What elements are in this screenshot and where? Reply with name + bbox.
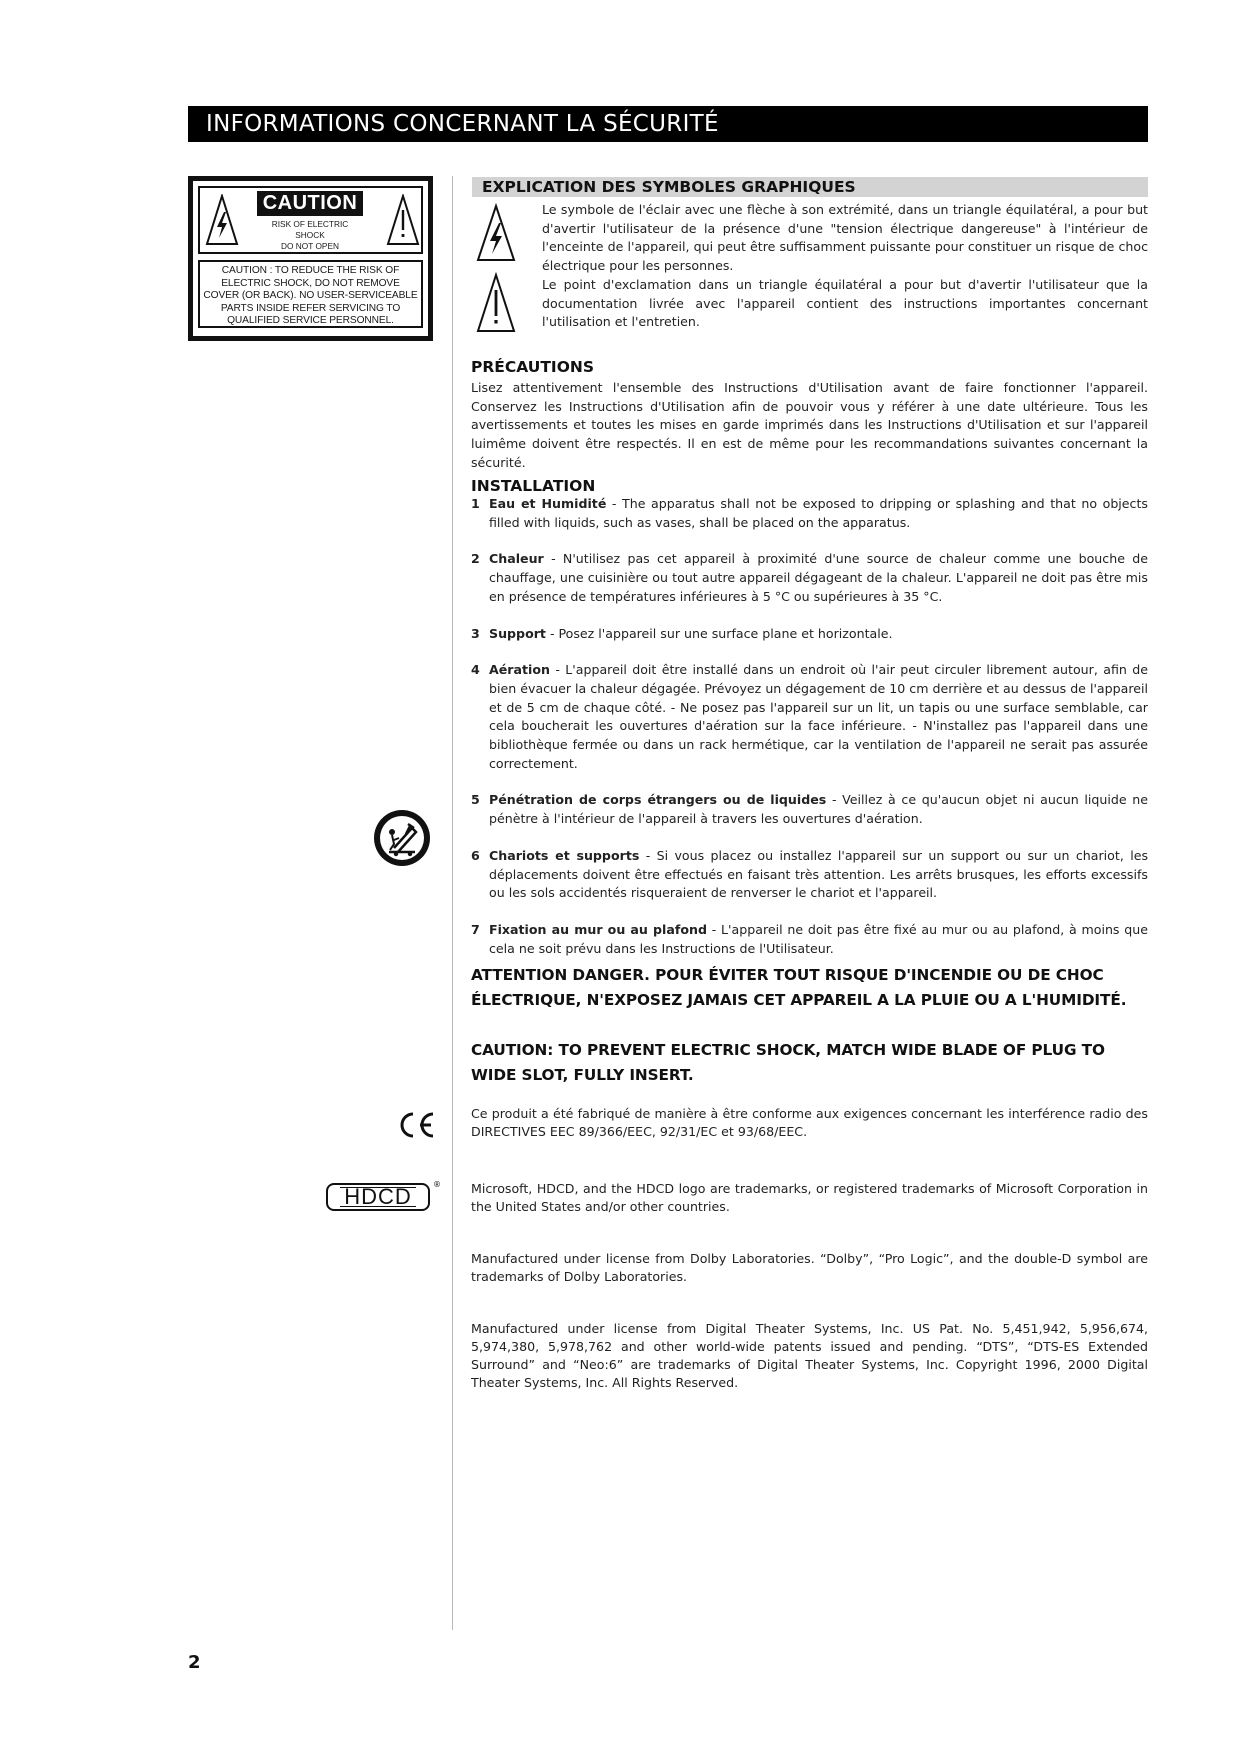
item-number: 7 bbox=[471, 921, 480, 937]
caution-subtitle-1: RISK OF ELECTRIC SHOCK bbox=[271, 219, 349, 240]
list-item bbox=[471, 791, 1148, 828]
list-item bbox=[471, 661, 1148, 773]
item-number: 3 bbox=[471, 625, 480, 641]
page-number: 2 bbox=[188, 1652, 201, 1673]
item-term: Fixation au mur ou au plafond bbox=[489, 921, 707, 937]
column-divider bbox=[452, 176, 453, 1630]
item-text: - Si vous placez ou installez l'appareil sur un support ou sur un chariot, les déplacements doivent être effectués en faisant très attention. Les arrêts brusques, les efforts excessifs ou les sols accidentés risqueraient de renverser le chariot et l'appareil. bbox=[489, 847, 1149, 901]
item-text: - N'utilisez pas cet appareil à proximité d'une source de chaleur comme une bouche de chauffage, une cuisinière ou tout autre appareil dégageant de la chaleur. L'appareil ne doit pas être mis en présence de températures inférieures à 5 °C ou supérieures à 35 °C. bbox=[489, 551, 1148, 604]
caution-label-bottom bbox=[198, 260, 423, 328]
lightning-symbol-text: Le symbole de l'éclair avec une flèche à son extrémité, dans un triangle équilatéral, a pour but d'avertir l'utilisateur de la présence d'une "tension électrique dangereuse" à l'intérieur de l'enceinte de l'appareil, qui peut être suffisamment puissante pour constituer un risque de choc électrique pour les personnes. bbox=[542, 202, 1148, 274]
caution-line: QUALIFIED SERVICE PERSONNEL. bbox=[227, 315, 394, 327]
item-text: - The apparatus shall not be exposed to dripping or splashing and that no objects filled with liquids, such as vases, shall be placed on the apparatus. bbox=[489, 496, 1148, 530]
page-title-bar bbox=[188, 106, 1148, 142]
item-number: 5 bbox=[471, 792, 480, 808]
item-text: - L'appareil doit être installé dans un endroit où l'air peut circuler librement autour, afin de bien évacuer la chaleur dégagée. Prévoyez un dégagement de 10 cm derrière et au dessus de l'appareil et de 5 cm de chaque côté. - Ne posez pas l'appareil sur un lit, un tapis ou une surface semblable, car cela boucherait les ouvertures d'aération sur la face inférieure. - N'installez pas l'appareil dans une bibliothèque fermée ou dans un rack hermétique, car la ventilation de l'appareil ne serait pas assurée correctement. bbox=[489, 662, 1148, 771]
item-number: 4 bbox=[471, 662, 480, 678]
item-number: 2 bbox=[471, 551, 480, 567]
lightning-triangle-icon bbox=[205, 194, 239, 246]
item-term: Aération bbox=[489, 662, 550, 678]
caution-line: ELECTRIC SHOCK, DO NOT REMOVE bbox=[221, 277, 400, 289]
exclamation-symbol-icon bbox=[475, 272, 517, 334]
list-item bbox=[471, 921, 1148, 958]
list-item bbox=[471, 495, 1148, 532]
list-item bbox=[471, 847, 1148, 903]
ce-notice: Ce produit a été fabriqué de manière à être conforme aux exigences concernant les interférence radio des DIRECTIVES EEC 89/366/EEC, 92/31/EC et 93/68/EEC. bbox=[471, 1106, 1148, 1139]
item-text: - L'appareil ne doit pas être fixé au mur ou au plafond, à moins que cela ne soit prévu dans les Instructions de l'Utilisateur. bbox=[489, 921, 1148, 956]
caution-center bbox=[257, 191, 363, 252]
item-number: 6 bbox=[471, 847, 480, 863]
caution-line: CAUTION : TO REDUCE THE RISK OF bbox=[221, 265, 400, 276]
exclamation-triangle-icon bbox=[386, 194, 420, 246]
danger-warning: ATTENTION DANGER. POUR ÉVITER TOUT RISQUE D'INCENDIE OU DE CHOC ÉLECTRIQUE, N'EXPOSEZ JAMAIS CET APPAREIL A LA PLUIE OU A L'HUMIDITÉ. bbox=[471, 966, 1127, 1009]
list-item bbox=[471, 550, 1148, 606]
caution-title: CAUTION bbox=[257, 191, 363, 216]
cart-tip-over-icon bbox=[372, 808, 432, 868]
hdcd-logo bbox=[326, 1183, 430, 1211]
item-term: Support bbox=[489, 625, 546, 641]
caution-label-top bbox=[198, 186, 423, 254]
caution-subtitle-2: DO NOT OPEN bbox=[281, 241, 339, 251]
precautions-text: Lisez attentivement l'ensemble des Instructions d'Utilisation avant de faire fonctionner l'appareil. Conservez les Instructions d'Utilisation afin de pouvoir vous y référer à une date ultérieure. Tous les avertissements et toutes les mises en garde imprimés dans les Instructions d'Utilisation et sur l'appareil luimême doivent être respectés. Il en est de même pour les recommandations suivantes concernant la sécurité. bbox=[471, 380, 1148, 470]
ce-mark-icon bbox=[396, 1110, 436, 1140]
caution-label bbox=[188, 176, 433, 341]
list-item bbox=[471, 625, 1148, 644]
lightning-symbol-icon bbox=[475, 203, 517, 263]
item-term: Pénétration de corps étrangers ou de liquides bbox=[489, 792, 827, 808]
dts-notice: Manufactured under license from Digital Theater Systems, Inc. US Pat. No. 5,451,942, 5,956,674, 5,974,380, 5,978,762 and other world-wide patents issued and pending. “DTS”, “DTS-ES Extended Surround” and “Neo:6” are trademarks of Digital Theater Systems, Inc. Copyright 1996, 2000 Digital Theater Systems, Inc. All Rights Reserved. bbox=[471, 1321, 1148, 1390]
dolby-notice: Manufactured under license from Dolby Laboratories. “Dolby”, “Pro Logic”, and the double-D symbol are trademarks of Dolby Laboratories. bbox=[471, 1251, 1148, 1284]
hdcd-logo-text: HDCD bbox=[340, 1187, 416, 1207]
precautions-heading: PRÉCAUTIONS bbox=[471, 358, 595, 376]
symbols-heading: EXPLICATION DES SYMBOLES GRAPHIQUES bbox=[472, 177, 1148, 197]
installation-list bbox=[471, 495, 1148, 976]
installation-heading: INSTALLATION bbox=[471, 477, 596, 495]
page-title: INFORMATIONS CONCERNANT LA SÉCURITÉ bbox=[206, 111, 719, 137]
item-number: 1 bbox=[471, 496, 480, 511]
item-term: Chaleur bbox=[489, 551, 544, 567]
item-text: - Veillez à ce qu'aucun objet ni aucun liquide ne pénètre à l'intérieur de l'appareil à travers les ouvertures d'aération. bbox=[489, 792, 1148, 827]
plug-caution-warning: CAUTION: TO PREVENT ELECTRIC SHOCK, MATCH WIDE BLADE OF PLUG TO WIDE SLOT, FULLY INSERT. bbox=[471, 1041, 1105, 1084]
exclamation-symbol-text: Le point d'exclamation dans un triangle équilatéral a pour but d'avertir l'utilisateur que la documentation livrée avec l'appareil contient des instructions importantes concernant l'utilisation et l'entretien. bbox=[542, 277, 1148, 330]
caution-line: PARTS INSIDE REFER SERVICING TO bbox=[220, 302, 401, 314]
item-term: Chariots et supports bbox=[489, 847, 640, 863]
caution-line: COVER (OR BACK). NO USER-SERVICEABLE bbox=[203, 290, 418, 302]
hdcd-notice: Microsoft, HDCD, and the HDCD logo are trademarks, or registered trademarks of Microsoft Corporation in the United States and/or other countries. bbox=[471, 1181, 1148, 1214]
item-term: Eau et Humidité bbox=[489, 496, 607, 511]
item-text: - Posez l'appareil sur une surface plane et horizontale. bbox=[545, 625, 893, 641]
registered-mark: ® bbox=[433, 1180, 441, 1189]
